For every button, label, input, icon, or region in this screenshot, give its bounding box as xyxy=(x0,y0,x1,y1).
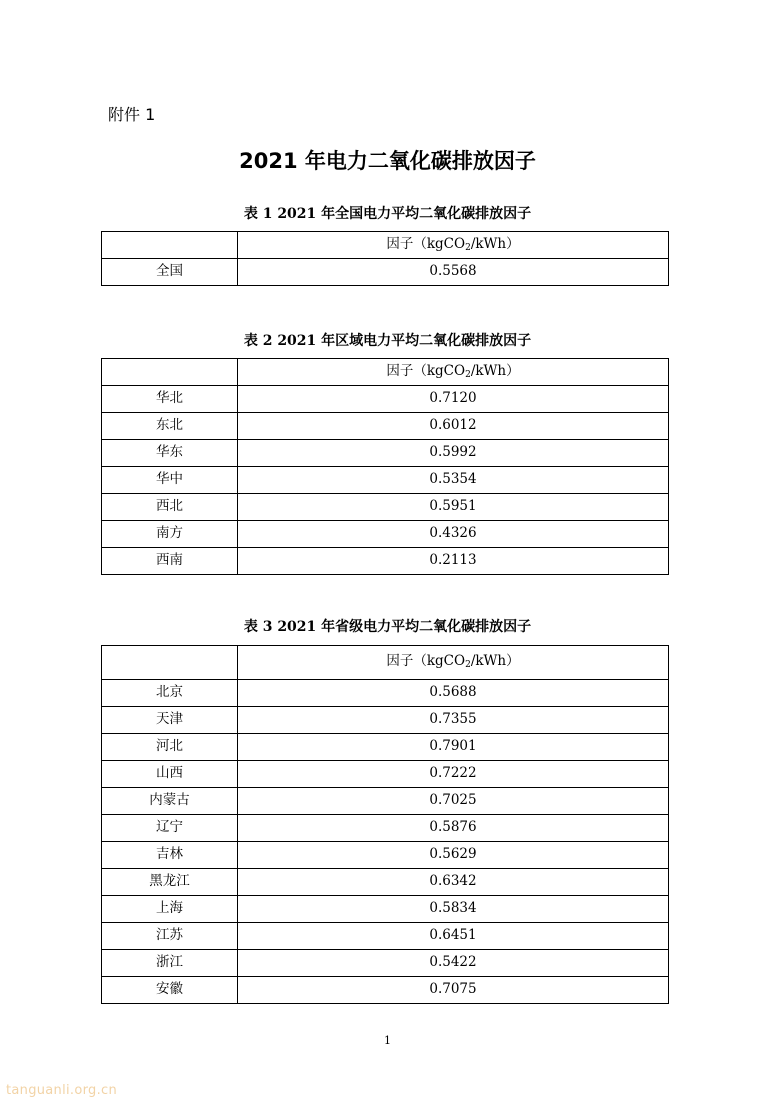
region-cell: 东北 xyxy=(102,413,238,440)
region-cell: 吉林 xyxy=(102,842,238,869)
region-cell: 全国 xyxy=(102,259,238,286)
value-cell: 0.5951 xyxy=(238,494,669,521)
table1-title: 表 1 2021 年全国电力平均二氧化碳排放因子 xyxy=(243,206,532,222)
table1-header-row xyxy=(102,232,669,259)
table-row xyxy=(102,842,669,869)
region-cell: 浙江 xyxy=(102,950,238,977)
table-row xyxy=(102,923,669,950)
value-cell: 0.5834 xyxy=(238,896,669,923)
table3 xyxy=(101,645,669,1004)
region-cell: 山西 xyxy=(102,761,238,788)
page-title: 2021 年电力二氧化碳排放因子 xyxy=(239,149,536,173)
table-row xyxy=(102,440,669,467)
value-cell: 0.7120 xyxy=(238,386,669,413)
table-row xyxy=(102,521,669,548)
region-cell: 河北 xyxy=(102,734,238,761)
attachment-label: 附件 1 xyxy=(108,105,156,124)
table-row xyxy=(102,548,669,575)
value-cell: 0.5876 xyxy=(238,815,669,842)
table3-header-row xyxy=(102,646,669,680)
table-row xyxy=(102,494,669,521)
table1 xyxy=(101,231,669,286)
table-row xyxy=(102,413,669,440)
value-cell: 0.6012 xyxy=(238,413,669,440)
table-row xyxy=(102,707,669,734)
table-row xyxy=(102,815,669,842)
table3-unit-header: 因子（kgCO$_2$/kWh） xyxy=(238,646,669,680)
table1-unit-header: 因子（kgCO$_2$/kWh） xyxy=(238,232,669,259)
table-row xyxy=(102,977,669,1004)
value-cell: 0.5568 xyxy=(238,259,669,286)
region-cell: 北京 xyxy=(102,680,238,707)
region-cell: 西南 xyxy=(102,548,238,575)
table2-header-row xyxy=(102,359,669,386)
value-cell: 0.7355 xyxy=(238,707,669,734)
table-row xyxy=(102,950,669,977)
region-cell: 南方 xyxy=(102,521,238,548)
value-cell: 0.7025 xyxy=(238,788,669,815)
region-cell: 华中 xyxy=(102,467,238,494)
value-cell: 0.7222 xyxy=(238,761,669,788)
value-cell: 0.5992 xyxy=(238,440,669,467)
table2-header-blank xyxy=(102,359,238,386)
value-cell: 0.2113 xyxy=(238,548,669,575)
value-cell: 0.6342 xyxy=(238,869,669,896)
table1-header-blank xyxy=(102,232,238,259)
region-cell: 华东 xyxy=(102,440,238,467)
value-cell: 0.4326 xyxy=(238,521,669,548)
value-cell: 0.5422 xyxy=(238,950,669,977)
table-row xyxy=(102,734,669,761)
value-cell: 0.7901 xyxy=(238,734,669,761)
page-number: 1 xyxy=(384,1034,391,1047)
value-cell: 0.5629 xyxy=(238,842,669,869)
table-row xyxy=(102,761,669,788)
region-cell: 上海 xyxy=(102,896,238,923)
region-cell: 天津 xyxy=(102,707,238,734)
region-cell: 辽宁 xyxy=(102,815,238,842)
table-row xyxy=(102,680,669,707)
watermark: tanguanli.org.cn xyxy=(6,1083,117,1098)
region-cell: 华北 xyxy=(102,386,238,413)
value-cell: 0.5688 xyxy=(238,680,669,707)
table-row xyxy=(102,386,669,413)
table-row xyxy=(102,259,669,286)
table2-unit-header: 因子（kgCO$_2$/kWh） xyxy=(238,359,669,386)
region-cell: 安徽 xyxy=(102,977,238,1004)
table3-header-blank xyxy=(102,646,238,680)
table-row xyxy=(102,896,669,923)
table2 xyxy=(101,358,669,575)
table-row xyxy=(102,467,669,494)
value-cell: 0.7075 xyxy=(238,977,669,1004)
value-cell: 0.5354 xyxy=(238,467,669,494)
table2-title: 表 2 2021 年区域电力平均二氧化碳排放因子 xyxy=(243,333,532,349)
table3-title: 表 3 2021 年省级电力平均二氧化碳排放因子 xyxy=(243,619,532,635)
region-cell: 内蒙古 xyxy=(102,788,238,815)
region-cell: 黑龙江 xyxy=(102,869,238,896)
table-row xyxy=(102,788,669,815)
table-row xyxy=(102,869,669,896)
region-cell: 江苏 xyxy=(102,923,238,950)
value-cell: 0.6451 xyxy=(238,923,669,950)
region-cell: 西北 xyxy=(102,494,238,521)
